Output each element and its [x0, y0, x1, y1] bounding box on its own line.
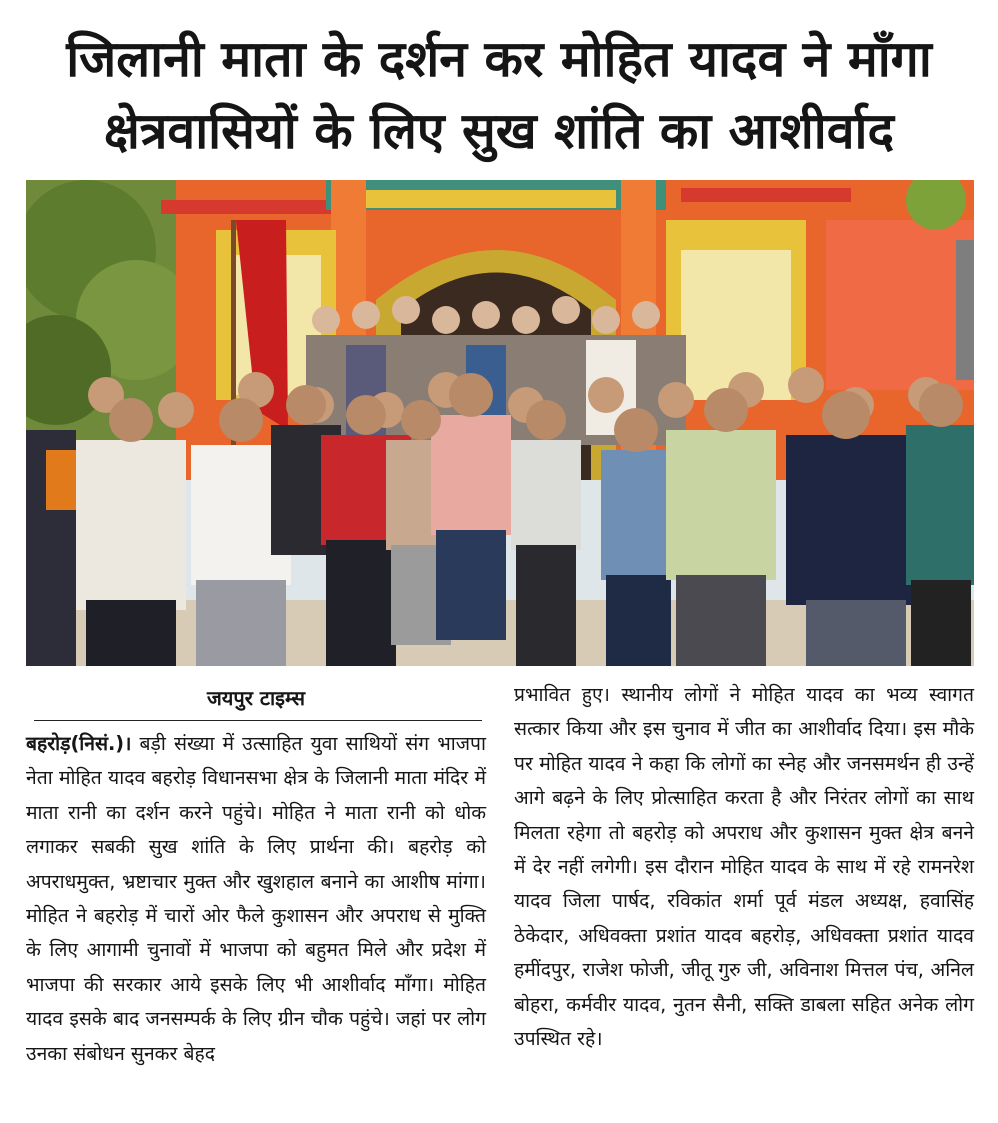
article-column-right [514, 678, 974, 1056]
headline-line-1: जिलानी माता के दर्शन कर मोहित यादव ने माँगा [66, 30, 932, 88]
byline: जयपुर टाइम्स [206, 686, 306, 710]
article-paragraph-right [514, 678, 974, 1056]
news-photo-group-at-temple [26, 180, 974, 666]
headline-line-2: क्षेत्रवासियों के लिए सुख शांति का आशीर्वाद [103, 102, 895, 160]
dateline: बहरोड़(निसं.)। [26, 732, 132, 755]
article-column-left [26, 678, 486, 1071]
article-text-left: बड़ी संख्या में उत्साहित युवा साथियों संग भाजपा नेता मोहित यादव बहरोड़ विधानसभा क्षेत्र के जिलानी माता मंदिर में माता रानी का दर्शन करने पहुंचे। मोहित ने माता रानी को धोक लगाकर सबकी सुख शांति के लिए प्रार्थना की। बहरोड़ को अपराधमुक्त, भ्रष्टाचार मुक्त और खुशहाल बनाने का आशीष मांगा। मोहित ने बहरोड़ में चारों ओर फैले कुशासन और अपराध से मुक्ति के लिए आगामी चुनावों में भाजपा को बहुमत मिले और प्रदेश में भाजपा की सरकार आये इसके लिए भी आशीर्वाद माँगा। मोहित यादव इसके बाद जनसम्पर्क के लिए ग्रीन चौक पहुंचे। जहां पर लोग उनका संबोधन सुनकर बेहद [26, 732, 486, 1065]
article-text-right: प्रभावित हुए। स्थानीय लोगों ने मोहित यादव का भव्य स्वागत सत्कार किया और इस चुनाव में जीत का आशीर्वाद दिया। इस मौके पर मोहित यादव ने कहा कि लोगों का स्नेह और जनसमर्थन ही उन्हें आगे बढ़ने के लिए प्रोत्साहित करता है और निरंतर लोगों का साथ मिलता रहेगा तो बहरोड़ को अपराध और कुशासन मुक्त क्षेत्र बनने में देर नहीं लगेगी। इस दौरान मोहित यादव के साथ में रहे रामनरेश यादव जिला पार्षद, रविकांत शर्मा पूर्व मंडल अध्यक्ष, हवासिंह ठेकेदार, अधिवक्ता प्रशांत यादव बहरोड़, अधिवक्ता प्रशांत यादव हमींदपुर, राजेश फोजी, जीतू गुरु जी, अविनाश मित्तल पंच, अनिल बोहरा, कर्मवीर यादव, नुतन सैनी, सक्ति डाबला सहित अनेक लोग उपस्थित रहे। [514, 683, 974, 1051]
article-paragraph-left [26, 727, 486, 1071]
byline-divider [34, 720, 482, 721]
